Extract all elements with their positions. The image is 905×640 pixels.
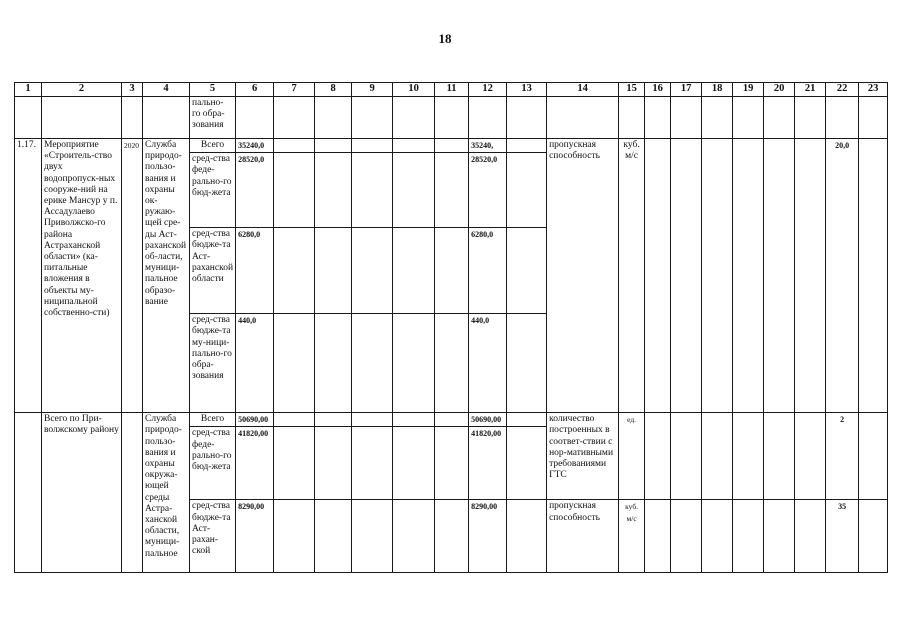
table-cell <box>274 97 315 139</box>
amount-cell: 41820,00 <box>236 427 274 500</box>
table-cell <box>702 97 733 139</box>
table-cell <box>315 427 352 500</box>
amount-cell: 41820,00 <box>469 427 507 500</box>
target-value-cell: 20,0 <box>826 139 859 413</box>
amount-cell: 6280,0 <box>469 228 507 314</box>
table-cell <box>507 314 547 413</box>
col-header: 21 <box>795 83 826 97</box>
table-cell <box>795 97 826 139</box>
col-header: 1 <box>15 83 42 97</box>
measure-name: Мероприятие «Строитель-ство двух водопропуск-ных сооруже-ний на ерике Мансур у п. Ассадулаево Приволжско-го района Астраханской области» (ка-питальные вложения в объекты му-ниципальной собственно-сти) <box>42 139 122 413</box>
table-cell <box>507 153 547 228</box>
table-cell <box>435 153 469 228</box>
table-cell <box>702 500 733 573</box>
target-value-cell: 35 <box>826 500 859 573</box>
col-header: 17 <box>671 83 702 97</box>
unit-cell: куб. м/с <box>619 500 645 573</box>
table-cell <box>733 97 764 139</box>
amount-cell: 35240, <box>469 139 507 153</box>
table-cell <box>795 139 826 413</box>
col-header: 11 <box>435 83 469 97</box>
table-cell <box>645 413 671 500</box>
table-cell <box>826 97 859 139</box>
table-cell <box>236 97 274 139</box>
table-cell <box>507 427 547 500</box>
table-cell <box>393 314 435 413</box>
table-cell <box>733 413 764 500</box>
table-cell <box>393 153 435 228</box>
table-cell <box>702 413 733 500</box>
col-header: 5 <box>190 83 236 97</box>
target-value-cell: 2 <box>826 413 859 500</box>
table-cell <box>645 97 671 139</box>
table-cell <box>795 500 826 573</box>
table-cell <box>352 500 393 573</box>
funding-source-cell: Всего <box>190 139 236 153</box>
unit-cell: ед. <box>619 413 645 500</box>
amount-cell: 440,0 <box>469 314 507 413</box>
table-cell <box>671 413 702 500</box>
table-cell <box>315 228 352 314</box>
table-cell <box>507 139 547 153</box>
table-cell <box>507 500 547 573</box>
row-district-total <box>15 413 888 427</box>
table-cell <box>352 413 393 427</box>
amount-cell: 28520,0 <box>469 153 507 228</box>
table-cell <box>352 97 393 139</box>
col-header: 8 <box>315 83 352 97</box>
funding-source-cell: сред-ства бюдже-та му-ници-пально-го обра-зования <box>190 314 236 413</box>
col-header: 18 <box>702 83 733 97</box>
table-cell <box>764 139 795 413</box>
col-header: 19 <box>733 83 764 97</box>
table-cell <box>671 139 702 413</box>
col-header: 4 <box>143 83 190 97</box>
table-cell <box>859 413 888 500</box>
col-header: 23 <box>859 83 888 97</box>
row-1-17-total <box>15 139 888 153</box>
unit-cell: куб. м/с <box>619 139 645 413</box>
amount-cell: 50690,00 <box>236 413 274 427</box>
table-cell <box>733 139 764 413</box>
program-table <box>14 82 888 573</box>
table-cell <box>619 97 645 139</box>
table-cell <box>393 139 435 153</box>
row-number: 1.17. <box>15 139 42 413</box>
table-cell <box>645 139 671 413</box>
table-cell <box>352 228 393 314</box>
table-cell <box>547 97 619 139</box>
table-cell <box>122 413 143 573</box>
indicator-cell: пропускная способность <box>547 139 619 413</box>
col-header: 10 <box>393 83 435 97</box>
table-cell <box>795 413 826 500</box>
table-cell <box>315 314 352 413</box>
table-cell <box>507 97 547 139</box>
table-cell <box>435 427 469 500</box>
table-cell <box>764 500 795 573</box>
table-cell <box>274 228 315 314</box>
amount-cell: 50690,00 <box>469 413 507 427</box>
table-cell <box>15 97 42 139</box>
table-cell <box>702 139 733 413</box>
table-cell <box>507 228 547 314</box>
table-cell <box>42 97 122 139</box>
table-cell <box>507 413 547 427</box>
col-header: 12 <box>469 83 507 97</box>
table-cell <box>435 139 469 153</box>
funding-source-cell: сред-ства бюдже-та Аст-раханской области <box>190 228 236 314</box>
table-cell <box>393 500 435 573</box>
table-cell <box>143 97 190 139</box>
col-header: 7 <box>274 83 315 97</box>
table-cell <box>122 97 143 139</box>
col-header: 9 <box>352 83 393 97</box>
table-cell <box>315 153 352 228</box>
table-cell <box>435 228 469 314</box>
col-header: 15 <box>619 83 645 97</box>
table-cell <box>393 228 435 314</box>
table-cell <box>733 500 764 573</box>
table-cell <box>393 97 435 139</box>
amount-cell: 8290,00 <box>236 500 274 573</box>
table-cell <box>435 314 469 413</box>
funding-source-cell: пально- го обра- зования <box>190 97 236 139</box>
row-number <box>15 413 42 573</box>
program-table-wrapper <box>14 82 888 573</box>
col-header: 13 <box>507 83 547 97</box>
funding-source-cell: сред-ства бюдже-та Аст-рахан-ской <box>190 500 236 573</box>
amount-cell: 8290,00 <box>469 500 507 573</box>
measure-year: 2020 <box>122 139 143 413</box>
table-cell <box>274 427 315 500</box>
table-cell <box>274 500 315 573</box>
table-cell <box>315 500 352 573</box>
table-cell <box>764 97 795 139</box>
page-number: 18 <box>438 31 452 46</box>
table-cell <box>352 139 393 153</box>
indicator-cell: пропускная способность <box>547 500 619 573</box>
table-cell <box>315 139 352 153</box>
table-cell <box>435 413 469 427</box>
amount-cell: 35240,0 <box>236 139 274 153</box>
amount-cell: 6280,0 <box>236 228 274 314</box>
table-cell <box>671 500 702 573</box>
table-cell <box>469 97 507 139</box>
table-cell <box>764 413 795 500</box>
col-header: 3 <box>122 83 143 97</box>
table-cell <box>352 427 393 500</box>
executor-cell: Служба природо-пользо-вания и охраны окружа-ющей среды Астра-ханской области, муници-пальное <box>143 413 190 573</box>
table-cell <box>274 314 315 413</box>
table-cell <box>352 153 393 228</box>
table-cell <box>859 500 888 573</box>
amount-cell: 440,0 <box>236 314 274 413</box>
table-cell <box>274 153 315 228</box>
continuation-row <box>15 97 888 139</box>
indicator-cell: количество построенных в соответ-ствии с нор-мативными требованиями ГТС <box>547 413 619 500</box>
column-numbers-row <box>15 83 888 97</box>
col-header: 16 <box>645 83 671 97</box>
funding-source-cell: сред-ства феде-рально-го бюд-жета <box>190 427 236 500</box>
table-cell <box>393 413 435 427</box>
table-cell <box>274 413 315 427</box>
col-header: 22 <box>826 83 859 97</box>
table-cell <box>315 97 352 139</box>
amount-cell: 28520,0 <box>236 153 274 228</box>
col-header: 14 <box>547 83 619 97</box>
table-cell <box>859 97 888 139</box>
funding-source-cell: сред-ства феде-рально-го бюд-жета <box>190 153 236 228</box>
executor-cell: Служба природо-пользо-вания и охраны ок-ружаю-щей сре-ды Аст-раханской об-ласти, муници-пальное образо-вание <box>143 139 190 413</box>
table-cell <box>274 139 315 153</box>
table-cell <box>671 97 702 139</box>
district-total-name: Всего по При-волжскому району <box>42 413 122 573</box>
table-cell <box>435 500 469 573</box>
funding-source-cell: Всего <box>190 413 236 427</box>
table-cell <box>435 97 469 139</box>
table-cell <box>393 427 435 500</box>
col-header: 20 <box>764 83 795 97</box>
table-cell <box>315 413 352 427</box>
table-cell <box>352 314 393 413</box>
col-header: 6 <box>236 83 274 97</box>
table-cell <box>645 500 671 573</box>
table-cell <box>859 139 888 413</box>
col-header: 2 <box>42 83 122 97</box>
